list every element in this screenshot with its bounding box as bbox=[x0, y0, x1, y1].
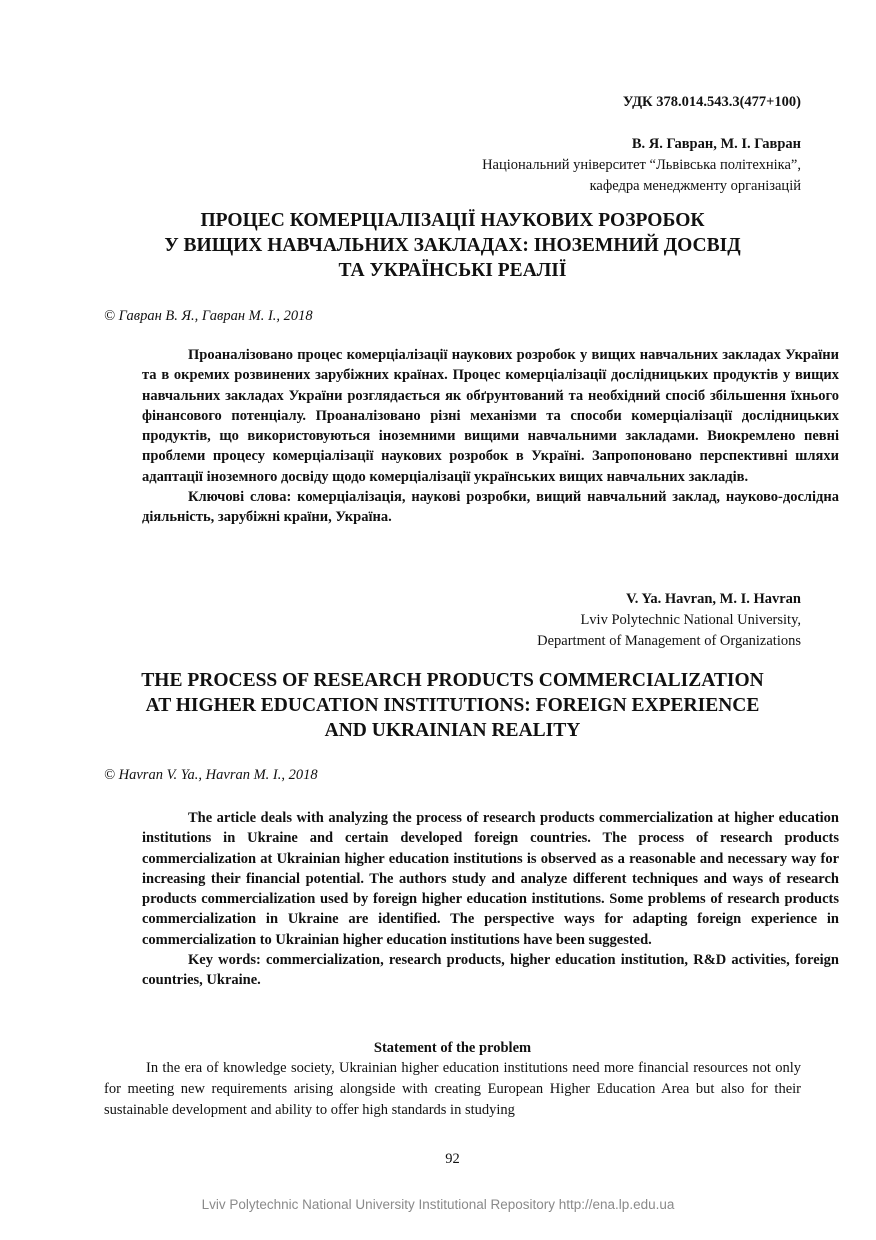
repository-footer: Lviv Polytechnic National University Institutional Repository http://ena.lp.edu.ua bbox=[201, 1197, 675, 1212]
en-abstract: The article deals with analyzing the process of research products commercialization at higher education institutions in Ukraine and certain developed foreign countries. The process of research products commercialization at Ukrainian higher education institutions is observed as a reasonable and necessary way for increasing their financial potential. The authors study and analyze different techniques and ways of research products commercialization used by foreign higher education institutions. Some problems of research products commercialization in Ukraine are identified. The perspective ways for adapting foreign experience in commercialization to Ukrainian higher education institutions have been suggested. bbox=[142, 810, 839, 948]
ua-copyright: © Гавран В. Я., Гавран М. І., 2018 bbox=[104, 308, 313, 324]
ua-keywords: Ключові слова: комерціалізація, наукові розробки, вищий навчальний заклад, науково-дослідна діяльність, зарубіжні країни, Україна. bbox=[142, 489, 839, 526]
ua-title-line2: У ВИЩИХ НАВЧАЛЬНИХ ЗАКЛАДАХ: ІНОЗЕМНИЙ ДОСВІД bbox=[164, 235, 741, 256]
en-author-block bbox=[104, 589, 801, 652]
ua-authors: В. Я. Гавран, М. І. Гавран bbox=[631, 136, 801, 152]
en-affiliation-line2: Department of Management of Organizations bbox=[537, 633, 801, 649]
udc-code: УДК 378.014.543.3(477+100) bbox=[622, 94, 801, 110]
en-abstract-block bbox=[142, 808, 839, 991]
page-number: 92 bbox=[445, 1151, 460, 1167]
en-title bbox=[104, 668, 801, 743]
en-affiliation-line1: Lviv Polytechnic National University, bbox=[580, 612, 801, 628]
ua-title bbox=[104, 208, 801, 283]
section-paragraph: In the era of knowledge society, Ukrainian higher education institutions need more financial resources not only for meeting new requirements arising alongside with creating European Higher Education Area but also for their sustainable development and ability to offer high standards in studying bbox=[104, 1060, 801, 1118]
en-title-line3: AND UKRAINIAN REALITY bbox=[324, 720, 581, 741]
ua-abstract-block bbox=[142, 345, 839, 528]
ua-affiliation-line1: Національний університет “Львівська політехніка”, bbox=[482, 157, 801, 173]
ua-abstract: Проаналізовано процес комерціалізації наукових розробок у вищих навчальних закладах України та в окремих розвинених зарубіжних країнах. Процес комерціалізації дослідницьких продуктів у вищих навчальних закладах України розглядається як обґрунтований та необхідний спосіб збільшення їхнього фінансового потенціалу. Проаналізовано різні механізми та способи комерціалізації дослідницьких продуктів, що використовуються іноземними вищими навчальними закладами. Виокремлено певні проблеми процесу комерціалізації наукових розробок в Україні. Запропоновано перспективні шляхи адаптації іноземного досвіду щодо комерціалізації українських вищих навчальних закладів. bbox=[142, 347, 839, 485]
ua-title-line1: ПРОЦЕС КОМЕРЦІАЛІЗАЦІЇ НАУКОВИХ РОЗРОБОК bbox=[200, 210, 705, 231]
ua-title-line3: ТА УКРАЇНСЬКІ РЕАЛІЇ bbox=[338, 260, 567, 281]
paper-page bbox=[104, 0, 839, 1240]
section-heading: Statement of the problem bbox=[373, 1040, 532, 1056]
en-authors: V. Ya. Havran, M. I. Havran bbox=[626, 591, 801, 607]
ua-author-block bbox=[104, 134, 801, 197]
en-title-line1: THE PROCESS OF RESEARCH PRODUCTS COMMERCIALIZATION bbox=[141, 670, 764, 691]
en-copyright: © Havran V. Ya., Havran M. I., 2018 bbox=[104, 767, 318, 783]
en-keywords: Key words: commercialization, research products, higher education institution, R&D activities, foreign countries, Ukraine. bbox=[142, 952, 839, 989]
en-title-line2: AT HIGHER EDUCATION INSTITUTIONS: FOREIGN EXPERIENCE bbox=[145, 695, 760, 716]
ua-affiliation-line2: кафедра менеджменту організацій bbox=[589, 178, 801, 194]
section-body bbox=[104, 1058, 801, 1121]
